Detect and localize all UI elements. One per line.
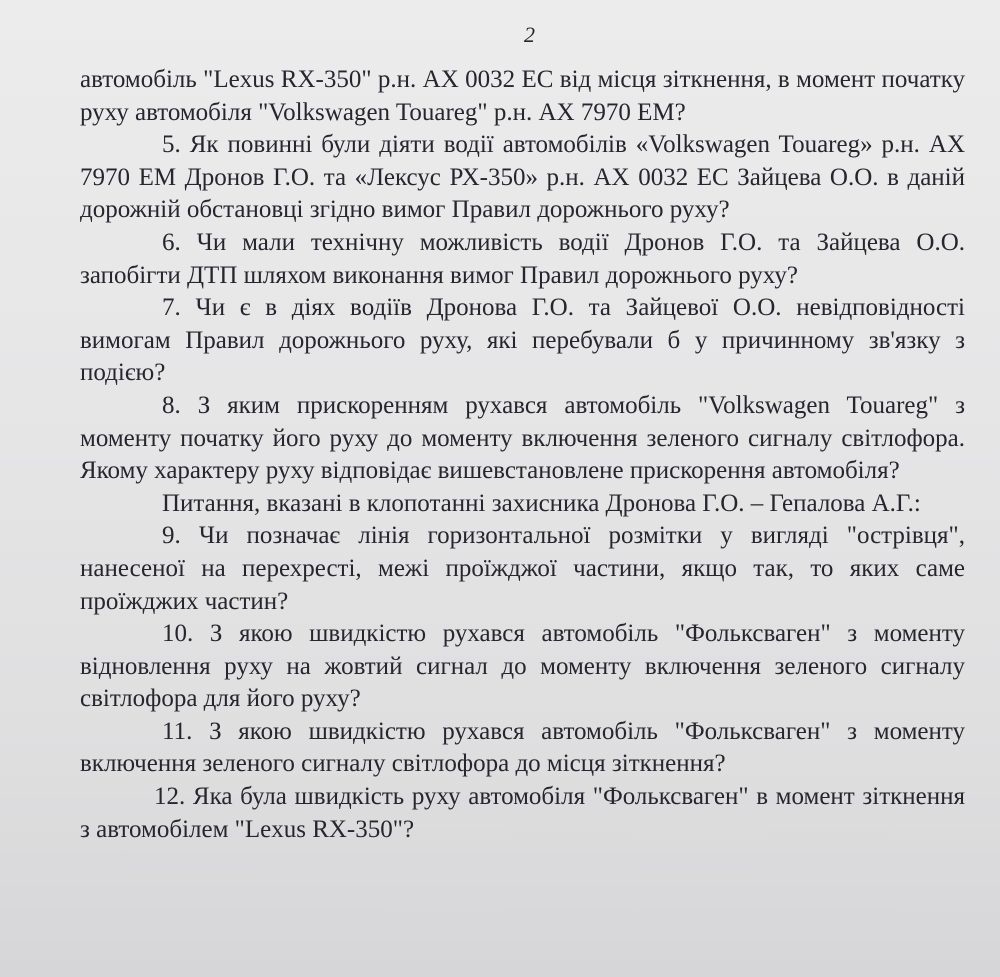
question-10 <box>80 618 965 716</box>
question-number: 5. <box>162 131 181 159</box>
question-text: Чи мали технічну можливість водії Дронов Г.О. та Зайцева О.О. запобігти ДТП шляхом виконання вимог Правил дорожнього руху? <box>80 228 965 289</box>
question-text: Як повинні були діяти водії автомобілів «Volkswagen Touareg» р.н. АХ 7970 ЕМ Дронов Г.О. та «Лексус РХ-350» р.н. АХ 0032 ЕС Зайцева О.О. в даній дорожній обстановці згідно вимог Правил дорожнього руху? <box>80 131 966 224</box>
question-number: 12. <box>154 783 186 811</box>
page-number: 2 <box>524 22 535 47</box>
question-9 <box>80 520 965 618</box>
question-5 <box>80 129 965 227</box>
question-text: Чи є в діях водіїв Дронова Г.О. та Зайцевої О.О. невідповідності вимогам Правил дорожнього руху, які перебували б у причинному зв'язку з подією? <box>80 294 965 387</box>
section-heading: Питання, вказані в клопотанні захисника Дронова Г.О. – Гепалова А.Г.: <box>162 489 921 517</box>
question-text: Яка була швидкість руху автомобіля "Фольксваген" в момент зіткнення з автомобілем "Lexus RX-350"? <box>80 783 966 843</box>
question-6 <box>80 227 965 292</box>
question-number: 9. <box>162 522 181 550</box>
question-number: 11. <box>162 717 193 745</box>
question-11 <box>80 716 965 781</box>
question-7 <box>80 292 965 390</box>
question-text: З якою швидкістю рухався автомобіль "Фольксваген" з моменту включення зеленого сигналу світлофора до місця зіткнення? <box>80 717 966 778</box>
question-text: Чи позначає лінія горизонтальної розмітки у вигляді "острівця", нанесеної на перехресті, межі проїжджої частини, якщо так, то яких саме проїжджих частин? <box>80 522 965 615</box>
question-text: З яким прискоренням рухався автомобіль "Volkswagen Touareg" з моменту початку його руху до моменту включення зеленого сигналу світлофора. Якому характеру руху відповідає вишевстановлене прискорення автомобіля? <box>80 391 966 485</box>
document-body <box>80 64 965 846</box>
question-8 <box>80 390 965 488</box>
question-number: 8. <box>162 391 181 419</box>
question-number: 6. <box>162 228 181 256</box>
question-12 <box>80 781 965 846</box>
question-text: З якою швидкістю рухався автомобіль "Фольксваген" з моменту відновлення руху на жовтий сигнал до моменту включення зеленого сигналу світлофора для його руху? <box>80 620 965 713</box>
intro-continuation: автомобіль "Lexus RX-350" р.н. АХ 0032 ЕС від місця зіткнення, в момент початку руху автомобіля "Volkswagen Touareg" р.н. АХ 7970 ЕМ? <box>80 66 965 126</box>
question-number: 10. <box>162 620 194 648</box>
question-number: 7. <box>162 294 181 322</box>
